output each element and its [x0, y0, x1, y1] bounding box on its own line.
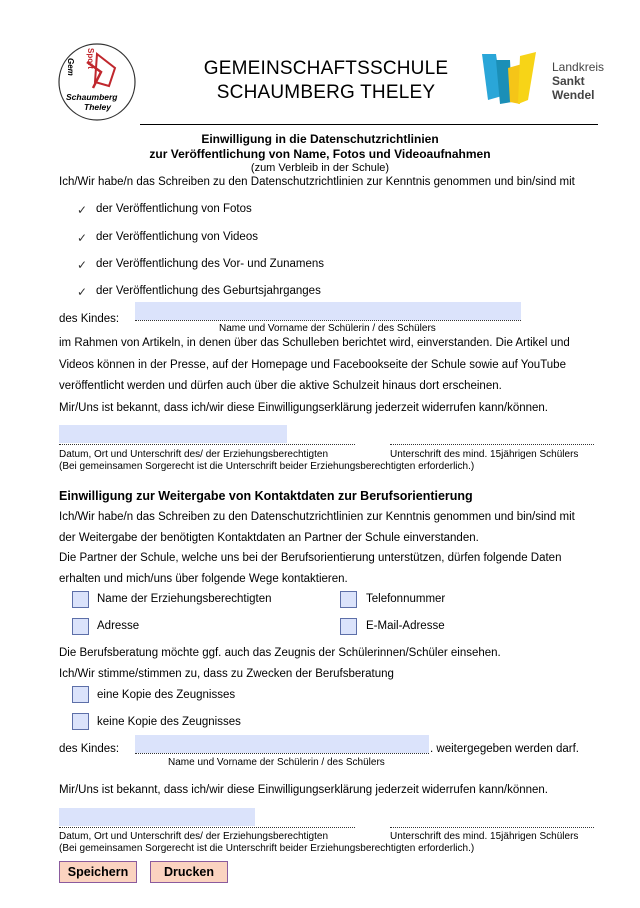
- child-label: des Kindes:: [59, 313, 120, 325]
- checkbox-names[interactable]: [72, 591, 89, 608]
- signature-note: (Bei gemeinsamen Sorgerecht ist die Unterschrift beider Erziehungsberechtigten erforderlich.): [59, 461, 475, 472]
- section2-revoke: Mir/Uns ist bekannt, dass ich/wir diese Einwilligungserklärung jederzeit widerrufen kann/können.: [59, 784, 548, 796]
- logo-gem-text: Gem: [66, 58, 75, 76]
- signature2-guardian-line: [59, 827, 355, 828]
- signature2-student-line: [390, 827, 594, 828]
- item-videos: der Veröffentlichung von Videos: [96, 231, 258, 243]
- section1-para4: Mir/Uns ist bekannt, dass ich/wir diese Einwilligungserklärung jederzeit widerrufen kann/können.: [59, 402, 548, 414]
- checkbox-phone[interactable]: [340, 591, 357, 608]
- logo-schaumberg-text: Schaumberg: [66, 92, 118, 102]
- header-divider: [140, 124, 598, 125]
- child2-label: des Kindes:: [59, 743, 120, 755]
- signature-guardian-field[interactable]: [59, 425, 287, 443]
- signature2-guardian-field[interactable]: [59, 808, 255, 826]
- section2-p3: Die Partner der Schule, welche uns bei der Berufsorientierung unterstützen, dürfen folgende Daten: [59, 552, 562, 564]
- item-jahrgang: der Veröffentlichung des Geburtsjahrganges: [96, 285, 321, 297]
- check-icon: ✓: [77, 258, 88, 272]
- check-icon: ✓: [77, 231, 88, 245]
- landkreis-sankt: Sankt: [552, 74, 585, 88]
- child-name-field[interactable]: [135, 302, 521, 320]
- child-name-caption: Name und Vorname der Schülerin / des Schülers: [219, 323, 436, 334]
- landkreis-logo-icon: [480, 50, 542, 108]
- checkbox-address[interactable]: [72, 618, 89, 635]
- checkbox-email[interactable]: [340, 618, 357, 635]
- section2-p6: Ich/Wir stimme/stimmen zu, dass zu Zwecken der Berufsberatung: [59, 668, 394, 680]
- signature-guardian-caption: Datum, Ort und Unterschrift des/ der Erziehungsberechtigten: [59, 449, 329, 460]
- child2-name-line: [135, 753, 429, 754]
- checkbox-nocopy[interactable]: [72, 713, 89, 730]
- section1-subtitle: (zum Verbleib in der Schule): [250, 162, 390, 174]
- checkbox-names-label: Name der Erziehungsberechtigten: [97, 593, 272, 605]
- landkreis-wendel: Wendel: [552, 88, 595, 102]
- section2-p4: erhalten und mich/uns über folgende Wege kontaktieren.: [59, 573, 348, 585]
- signature2-student-caption: Unterschrift des mind. 15jährigen Schülers: [390, 831, 579, 842]
- item-name: der Veröffentlichung des Vor- und Zunamens: [96, 258, 325, 270]
- section1-intro: Ich/Wir habe/n das Schreiben zu den Datenschutzrichtlinien zur Kenntnis genommen und bin/sind mit: [59, 176, 575, 188]
- child2-name-field[interactable]: [135, 735, 429, 753]
- save-button[interactable]: Speichern: [59, 861, 137, 883]
- checkbox-copy-label: eine Kopie des Zeugnisses: [97, 689, 236, 701]
- child2-name-caption: Name und Vorname der Schülerin / des Schülers: [168, 757, 385, 768]
- section2-p2: der Weitergabe der benötigten Kontaktdaten an Partner der Schule einverstanden.: [59, 532, 479, 544]
- section2-p1: Ich/Wir habe/n das Schreiben zu den Datenschutzrichtlinien zur Kenntnis genommen und bin/sind mit: [59, 511, 575, 523]
- checkbox-phone-label: Telefonnummer: [366, 593, 446, 605]
- item-fotos: der Veröffentlichung von Fotos: [96, 203, 252, 215]
- section1-title1: Einwilligung in die Datenschutzrichtlinien: [201, 132, 439, 146]
- check-icon: ✓: [77, 203, 88, 217]
- checkbox-nocopy-label: keine Kopie des Zeugnisses: [97, 716, 241, 728]
- section2-title: Einwilligung zur Weitergabe von Kontaktdaten zur Berufsorientierung: [59, 489, 473, 503]
- checkbox-email-label: E-Mail-Adresse: [366, 620, 445, 632]
- checkbox-address-label: Adresse: [97, 620, 140, 632]
- signature-student-line: [390, 444, 594, 445]
- signature2-guardian-caption: Datum, Ort und Unterschrift des/ der Erziehungsberechtigten: [59, 831, 329, 842]
- section2-p5: Die Berufsberatung möchte ggf. auch das Zeugnis der Schülerinnen/Schüler einsehen.: [59, 647, 501, 659]
- section1-para1: im Rahmen von Artikeln, in denen über das Schulleben berichtet wird, einverstanden. Die Artikel und: [59, 337, 570, 349]
- logo-theley-text: Theley: [84, 102, 111, 112]
- logo-sport-text: Sport: [86, 48, 95, 69]
- print-button[interactable]: Drucken: [150, 861, 228, 883]
- landkreis-label: Landkreis: [552, 60, 605, 74]
- signature-student-caption: Unterschrift des mind. 15jährigen Schülers: [390, 449, 579, 460]
- child2-suffix: . weitergegeben werden darf.: [430, 743, 579, 755]
- section1-title2: zur Veröffentlichung von Name, Fotos und Videoaufnahmen: [149, 147, 491, 161]
- signature2-note: (Bei gemeinsamen Sorgerecht ist die Unterschrift beider Erziehungsberechtigten erforderlich.): [59, 843, 475, 854]
- check-icon: ✓: [77, 285, 88, 299]
- school-name-line2: SCHAUMBERG THELEY: [216, 82, 436, 103]
- section1-para2: Videos können in der Presse, auf der Homepage und Facebookseite der Schule sowie auf YouTube: [59, 359, 566, 371]
- section1-para3: veröffentlicht werden und dürfen auch über die aktive Schulzeit hinaus dort erscheinen.: [59, 380, 502, 392]
- school-name-line1: GEMEINSCHAFTSSCHULE: [203, 58, 449, 79]
- child-name-line: [135, 320, 521, 321]
- checkbox-copy[interactable]: [72, 686, 89, 703]
- signature-guardian-line: [59, 444, 355, 445]
